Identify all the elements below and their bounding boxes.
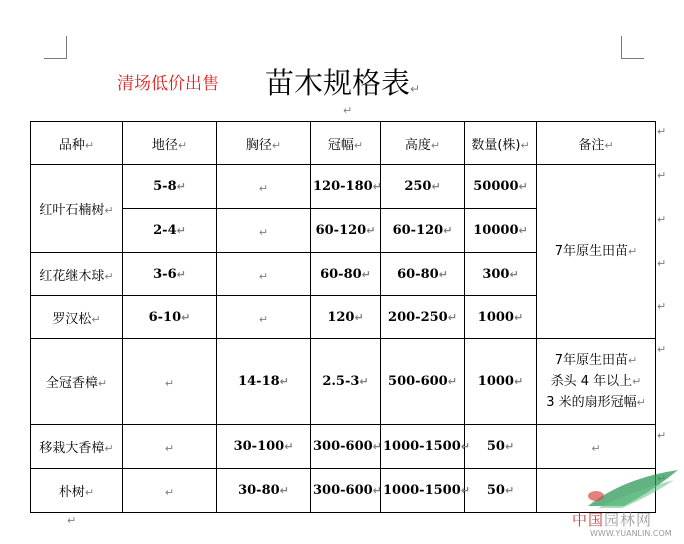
height-cell: 500-600↵	[381, 339, 465, 425]
note-line: 7年原生田苗↵	[554, 353, 638, 368]
species-cell: 朴树↵	[31, 469, 123, 513]
row-end-mark: ↵	[657, 429, 667, 442]
height-cell: 60-120↵	[381, 209, 465, 253]
row-end-mark: ↵	[657, 213, 667, 226]
breast-diameter-cell: ↵	[217, 253, 311, 296]
notes-cell: ↵	[537, 425, 656, 469]
height-cell: 1000-1500↵	[381, 425, 465, 469]
species-cell: 罗汉松↵	[31, 296, 123, 339]
quantity-cell: 50↵	[465, 469, 537, 513]
page-title	[265, 61, 420, 102]
height-cell: 1000-1500↵	[381, 469, 465, 513]
ground-diameter-cell: ↵	[123, 469, 217, 513]
notes-cell	[537, 339, 656, 425]
height-cell: 200-250↵	[381, 296, 465, 339]
watermark-logo-icon	[584, 466, 680, 512]
crown-cell: 120-180↵	[311, 165, 381, 209]
crop-mark-top-right	[621, 36, 644, 59]
species-cell: 红花继木球↵	[31, 253, 123, 296]
row-end-mark: ↵	[657, 125, 667, 138]
breast-diameter-cell: 14-18↵	[217, 339, 311, 425]
paragraph-mark: ↵	[410, 82, 421, 96]
seedling-spec-table	[30, 121, 656, 513]
quantity-cell: 50↵	[465, 425, 537, 469]
watermark-url: WWW.YUANLIN.COM	[590, 529, 672, 538]
breast-diameter-cell: 30-100↵	[217, 425, 311, 469]
crown-cell: 300-600↵	[311, 469, 381, 513]
crown-cell: 60-80↵	[311, 253, 381, 296]
header-cell: 地径↵	[123, 122, 217, 165]
header-cell: 品种↵	[31, 122, 123, 165]
sale-subtitle: 清场低价出售	[117, 74, 219, 94]
table-row	[31, 165, 656, 209]
table-row	[31, 339, 656, 425]
quantity-cell: 50000↵	[465, 165, 537, 209]
ground-diameter-cell: 3-6↵	[123, 253, 217, 296]
crown-cell: 120↵	[311, 296, 381, 339]
species-cell: 红叶石楠树↵	[31, 165, 123, 253]
note-line: 杀头 4 年以上↵	[550, 374, 642, 389]
species-cell: 全冠香樟↵	[31, 339, 123, 425]
breast-diameter-cell: ↵	[217, 209, 311, 253]
quantity-cell: 10000↵	[465, 209, 537, 253]
table-header-row	[31, 122, 656, 165]
row-end-mark: ↵	[657, 300, 667, 313]
header-cell: 高度↵	[381, 122, 465, 165]
crop-mark-top-left	[44, 36, 67, 59]
breast-diameter-cell: ↵	[217, 296, 311, 339]
table-row	[31, 425, 656, 469]
row-end-mark: ↵	[657, 257, 667, 270]
header-cell: 备注↵	[537, 122, 656, 165]
paragraph-mark: ↵	[343, 104, 353, 117]
height-cell: 60-80↵	[381, 253, 465, 296]
quantity-cell: 300↵	[465, 253, 537, 296]
crown-cell: 300-600↵	[311, 425, 381, 469]
row-end-mark: ↵	[657, 169, 667, 182]
notes-cell: 7年原生田苗↵	[537, 165, 656, 339]
table-row	[31, 469, 656, 513]
note-line: 3 米的扇形冠幅↵	[546, 395, 646, 410]
row-end-mark: ↵	[657, 343, 667, 356]
ground-diameter-cell: ↵	[123, 339, 217, 425]
quantity-cell: 1000↵	[465, 339, 537, 425]
watermark-text: 中国园林网	[572, 511, 653, 529]
species-cell: 移栽大香樟↵	[31, 425, 123, 469]
header-cell: 冠幅↵	[311, 122, 381, 165]
header-cell: 数量(株)↵	[465, 122, 537, 165]
crown-cell: 60-120↵	[311, 209, 381, 253]
ground-diameter-cell: 6-10↵	[123, 296, 217, 339]
page-title-text: 苗木规格表	[265, 66, 411, 100]
ground-diameter-cell: ↵	[123, 425, 217, 469]
height-cell: 250↵	[381, 165, 465, 209]
quantity-cell: 1000↵	[465, 296, 537, 339]
ground-diameter-cell: 2-4↵	[123, 209, 217, 253]
ground-diameter-cell: 5-8↵	[123, 165, 217, 209]
breast-diameter-cell: 30-80↵	[217, 469, 311, 513]
paragraph-mark: ↵	[67, 514, 77, 527]
header-cell: 胸径↵	[217, 122, 311, 165]
breast-diameter-cell: ↵	[217, 165, 311, 209]
crown-cell: 2.5-3↵	[311, 339, 381, 425]
